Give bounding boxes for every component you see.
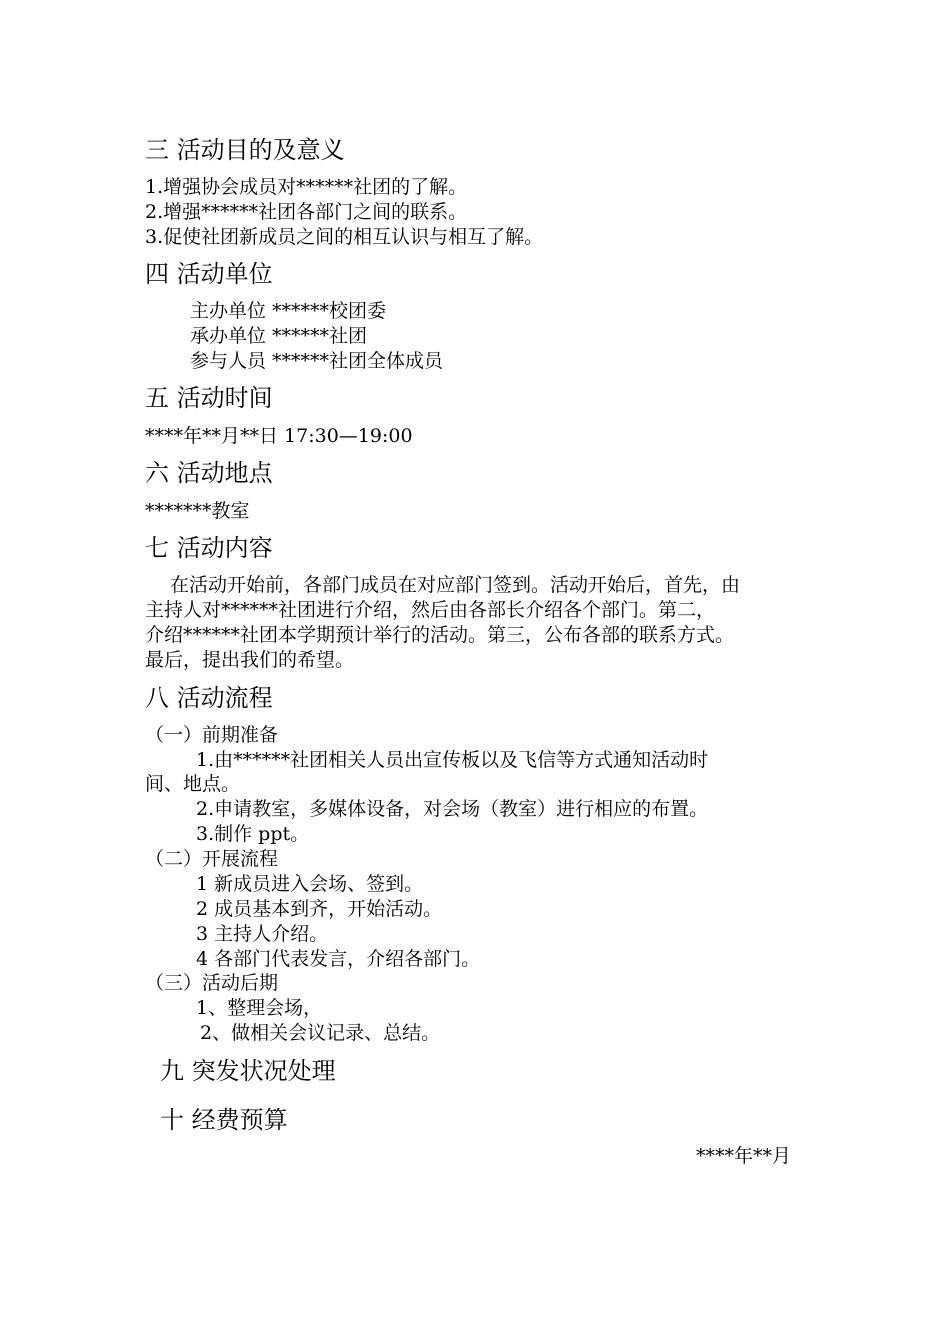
heading-emergency: 九 突发状况处理 <box>160 1057 336 1085</box>
phase-3-line-1: 1、整理会场， <box>196 997 323 1019</box>
purpose-item-3: 3.促使社团新成员之间的相互认识与相互了解。 <box>145 226 544 248</box>
purpose-item-1: 1.增强协会成员对******社团的了解。 <box>145 176 468 198</box>
heading-process: 八 活动流程 <box>145 684 273 712</box>
content-line-2: 主持人对******社团进行介绍，然后由各部长介绍各个部门。第二， <box>145 599 716 621</box>
heading-time: 五 活动时间 <box>145 384 273 412</box>
phase-1-line-3: 2.申请教室，多媒体设备，对会场（教室）进行相应的布置。 <box>196 798 709 820</box>
phase-1-line-1: 1.由******社团相关人员出宣传板以及飞信等方式通知活动时 <box>196 749 709 771</box>
heading-budget: 十 经费预算 <box>160 1106 288 1134</box>
phase-2-title: （二）开展流程 <box>145 848 279 870</box>
phase-2-line-4: 4 各部门代表发言，介绍各部门。 <box>196 948 481 970</box>
unit-row-organizer: 主办单位 ******校团委 <box>190 300 387 322</box>
content-line-3: 介绍******社团本学期预计举行的活动。第三，公布各部的联系方式。 <box>145 624 735 646</box>
phase-2-line-2: 2 成员基本到齐，开始活动。 <box>196 898 443 920</box>
heading-content: 七 活动内容 <box>145 534 273 562</box>
unit-row-participants: 参与人员 ******社团全体成员 <box>190 350 444 372</box>
phase-3-title: （三）活动后期 <box>145 972 279 994</box>
unit-row-host: 承办单位 ******社团 <box>190 325 368 347</box>
heading-units: 四 活动单位 <box>145 260 273 288</box>
content-line-4: 最后，提出我们的希望。 <box>145 649 355 671</box>
heading-purpose: 三 活动目的及意义 <box>145 136 345 164</box>
phase-2-line-3: 3 主持人介绍。 <box>196 923 329 945</box>
phase-1-line-4: 3.制作 ppt。 <box>196 823 310 845</box>
content-line-1: 在活动开始前，各部门成员在对应部门签到。活动开始后，首先，由 <box>170 574 741 596</box>
phase-1-title: （一）前期准备 <box>145 724 279 746</box>
document-date: ****年**月 <box>696 1145 792 1167</box>
time-text: ****年**月**日 17:30—19:00 <box>145 425 413 447</box>
location-text: *******教室 <box>145 500 250 522</box>
purpose-item-2: 2.增强******社团各部门之间的联系。 <box>145 201 468 223</box>
heading-location: 六 活动地点 <box>145 459 273 487</box>
phase-3-line-2: 2、做相关会议记录、总结。 <box>200 1022 441 1044</box>
phase-2-line-1: 1 新成员进入会场、签到。 <box>196 873 424 895</box>
phase-1-line-2: 间、地点。 <box>145 773 241 795</box>
